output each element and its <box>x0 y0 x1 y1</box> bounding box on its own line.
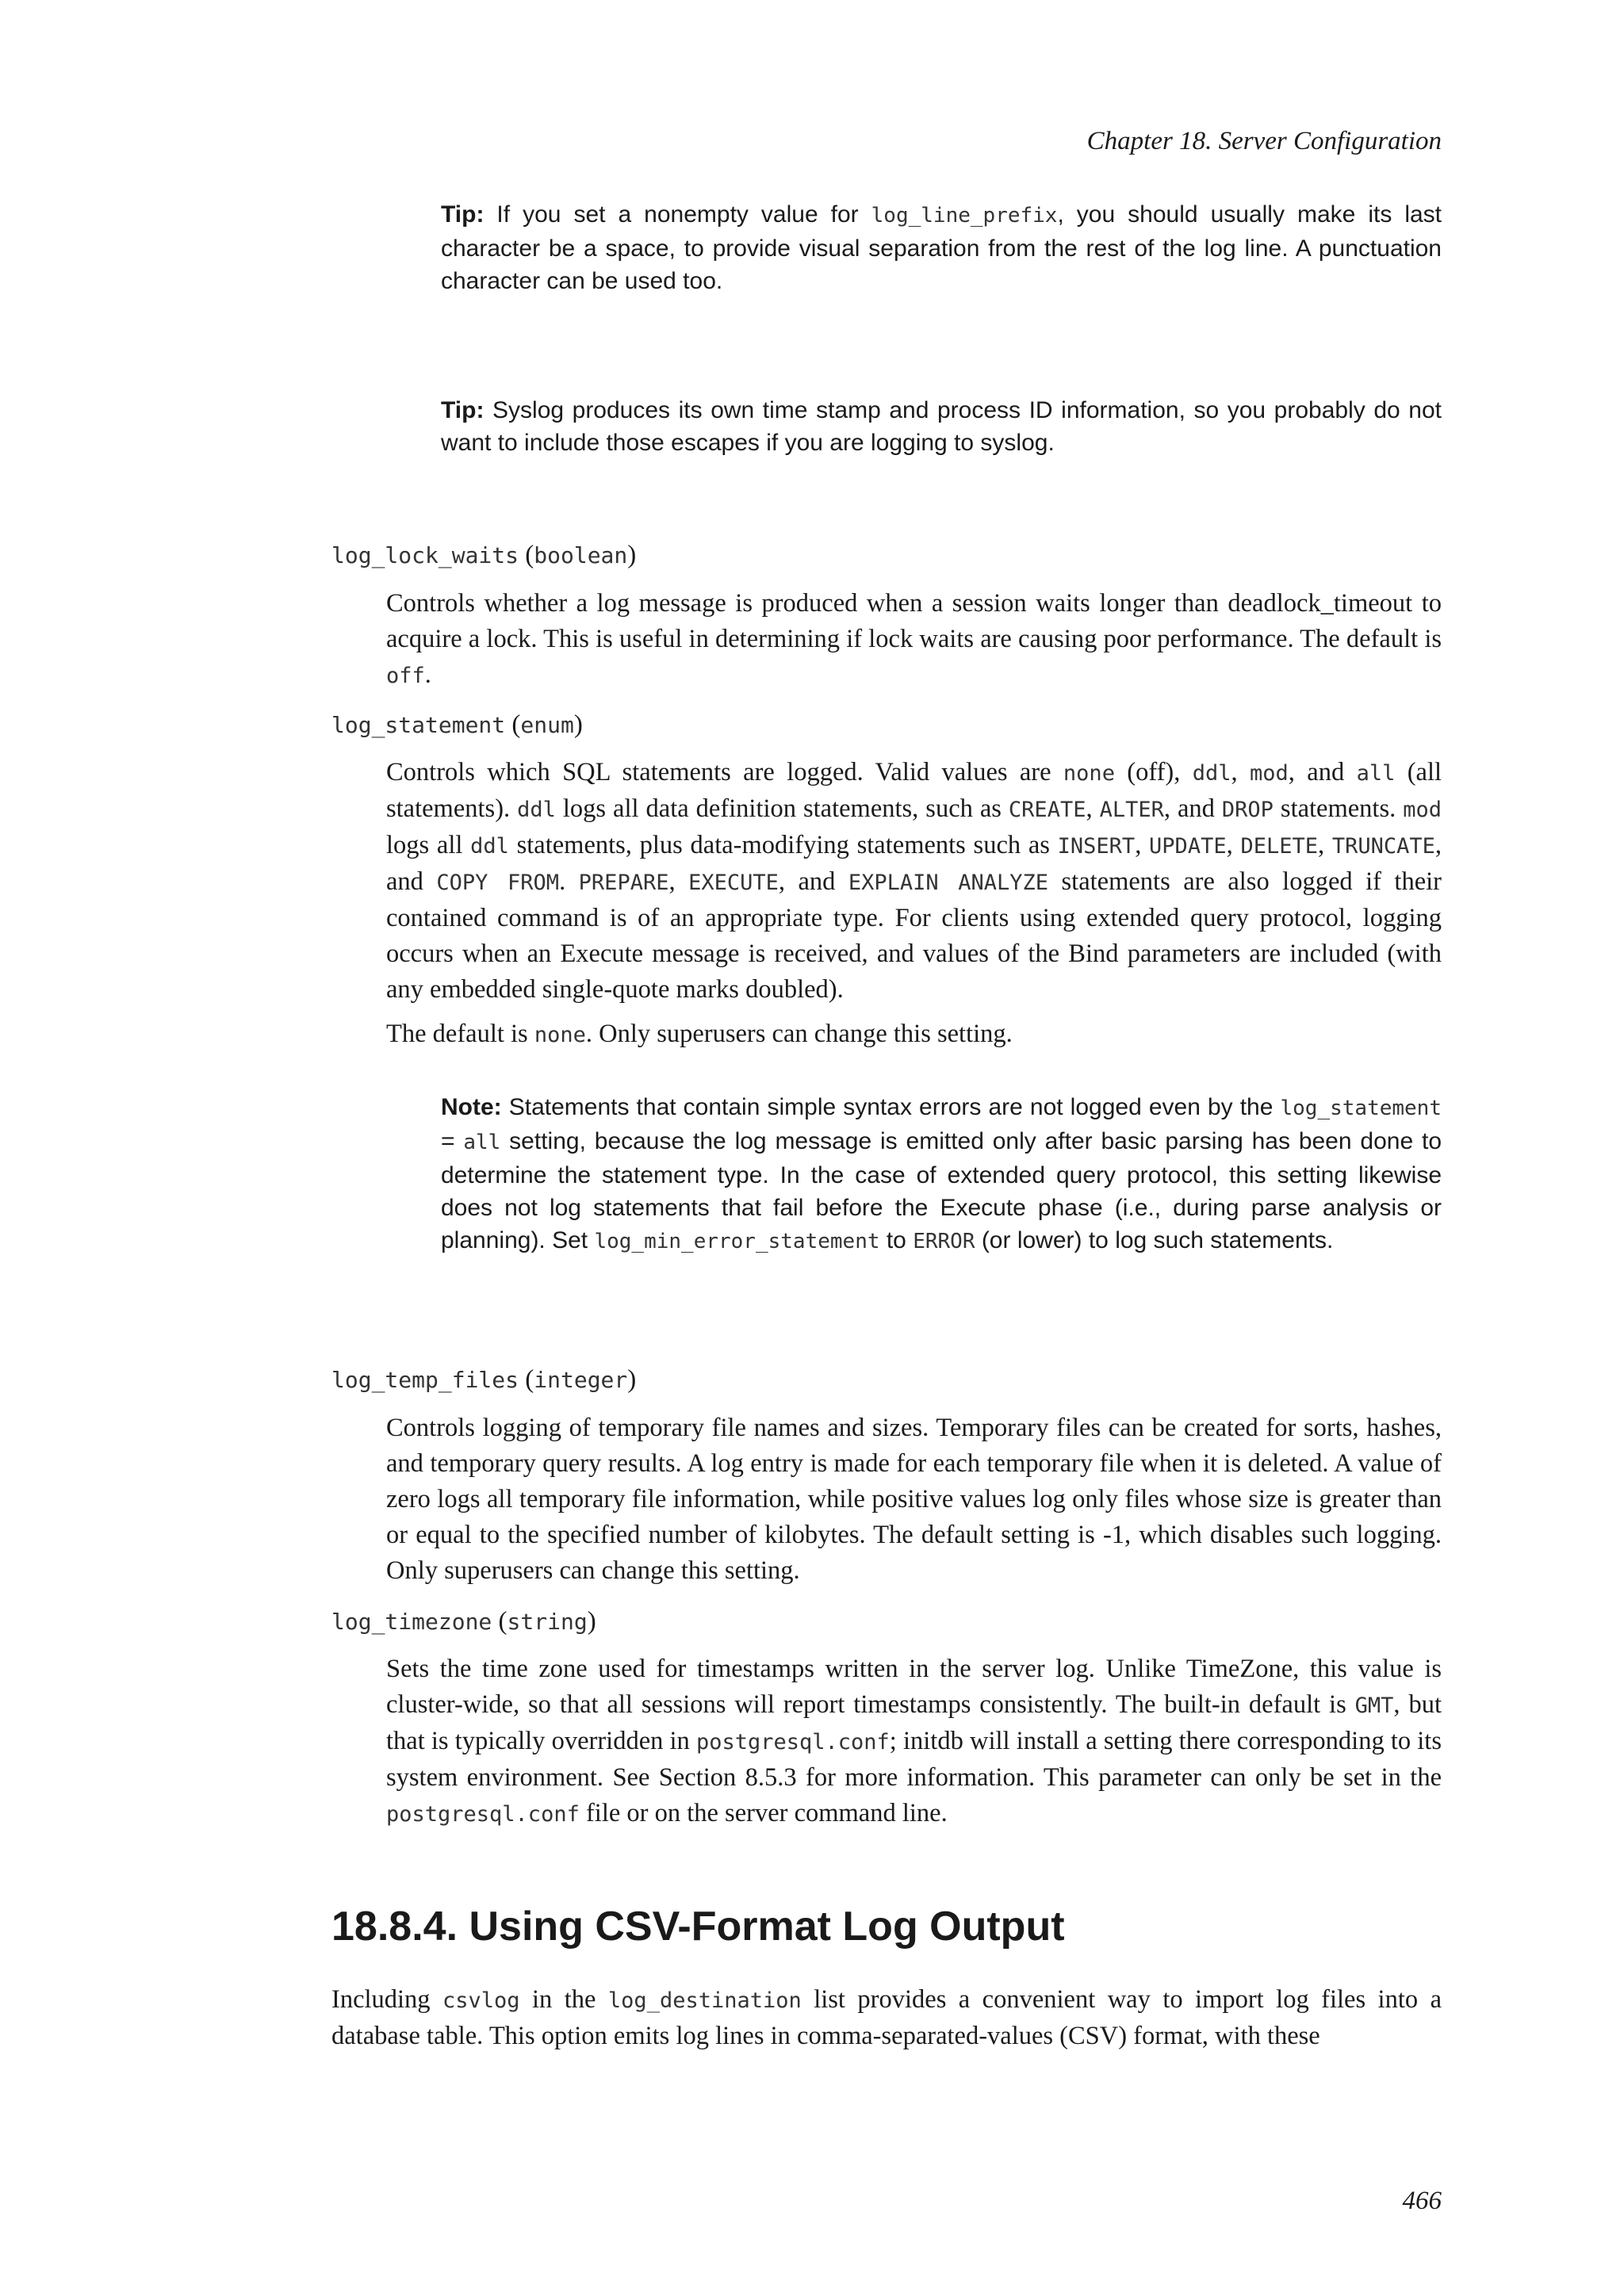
param-type: string <box>507 1609 588 1635</box>
term-log-statement: log_statement (enum) <box>331 710 583 739</box>
param-name: log_statement <box>331 712 506 738</box>
tip-label: Tip: <box>441 397 485 423</box>
note-label: Note: <box>441 1094 502 1120</box>
desc-log-statement: Controls which SQL statements are logged. Valid values are none (off), ddl, mod, and all (all statements). ddl logs all data definition statements, such as CREATE, ALTER, and DROP statements. mod logs all ddl statements, plus data-modifying statements such as INSERT, UPDATE, DELETE, TRUNCATE, and COPY FROM. PREPARE, EXECUTE, and EXPLAIN ANALYZE statements are also logged if their contained command is of an appropriate type. For clients using extended query protocol, logging occurs when an Execute message is received, and values of the Bind parameters are included (with any embedded single-quote marks doubled). <box>386 758 1442 1004</box>
desc-log-temp-files: Controls logging of temporary file names and sizes. Temporary files can be created for sorts, hashes, and temporary query results. A log entry is made for each temporary file when it is deleted. A value of zero logs all temporary file information, while positive values log only files whose size is greater than or equal to the specified number of kilobytes. The default setting is -1, which disables such logging. Only superusers can change this setting. <box>386 1414 1442 1585</box>
tip-label: Tip: <box>441 201 485 228</box>
tip-text: , you should usually make its last character be a space, to provide visual separation from the rest of the log line. A punctuation character can be used too. <box>441 201 1442 294</box>
param-name: log_temp_files <box>331 1367 519 1393</box>
param-type: integer <box>534 1367 628 1393</box>
section-intro: Including csvlog in the log_destination list provides a convenient way to import log files into a database table. This option emits log lines in comma-separated-values (CSV) format, with these <box>331 1985 1442 2050</box>
term-log-timezone: log_timezone (string) <box>331 1607 596 1636</box>
desc-log-lock-waits: Controls whether a log message is produced when a session waits longer than deadlock_timeout to acquire a lock. This is useful in determining if lock waits are causing poor performance. The default is off. <box>386 589 1442 689</box>
note-log-statement: Note: Statements that contain simple syntax errors are not logged even by the log_statement = all setting, because the log message is emitted only after basic parsing has been done to determine the statement type. In the case of extended query protocol, this setting likewise does not log statements that fail before the Execute phase (i.e., during parse analysis or planning). Set log_min_error_statement to ERROR (or lower) to log such statements. <box>441 1094 1442 1253</box>
param-type: enum <box>520 712 574 738</box>
term-log-temp-files: log_temp_files (integer) <box>331 1365 637 1394</box>
tip-text: If you set a nonempty value for <box>484 201 871 228</box>
tip-text: Syslog produces its own time stamp and process ID information, so you probably do not want to include those escapes if you are logging to syslog. <box>441 397 1442 456</box>
param-type: boolean <box>534 542 628 568</box>
desc-log-timezone: Sets the time zone used for timestamps written in the server log. Unlike TimeZone, this value is cluster-wide, so that all sessions will report timestamps consistently. The built-in default is GMT, but that is typically overridden in postgresql.conf; initdb will install a setting there corresponding to its system environment. See Section 8.5.3 for more information. This parameter can only be set in the postgresql.conf file or on the server command line. <box>386 1655 1442 1827</box>
page-number: 466 <box>1402 2187 1442 2215</box>
term-log-lock-waits: log_lock_waits (boolean) <box>331 541 637 569</box>
inline-code: log_line_prefix <box>871 204 1058 228</box>
running-header: Chapter 18. Server Configuration <box>1086 127 1442 155</box>
section-title: 18.8.4. Using CSV-Format Log Output <box>331 1904 1065 1950</box>
param-name: log_timezone <box>331 1609 492 1635</box>
param-name: log_lock_waits <box>331 542 519 568</box>
tip-syslog <box>441 394 1442 459</box>
default-log-statement: The default is none. Only superusers can change this setting. <box>386 1020 1013 1048</box>
tip-log-line-prefix <box>441 198 1442 297</box>
